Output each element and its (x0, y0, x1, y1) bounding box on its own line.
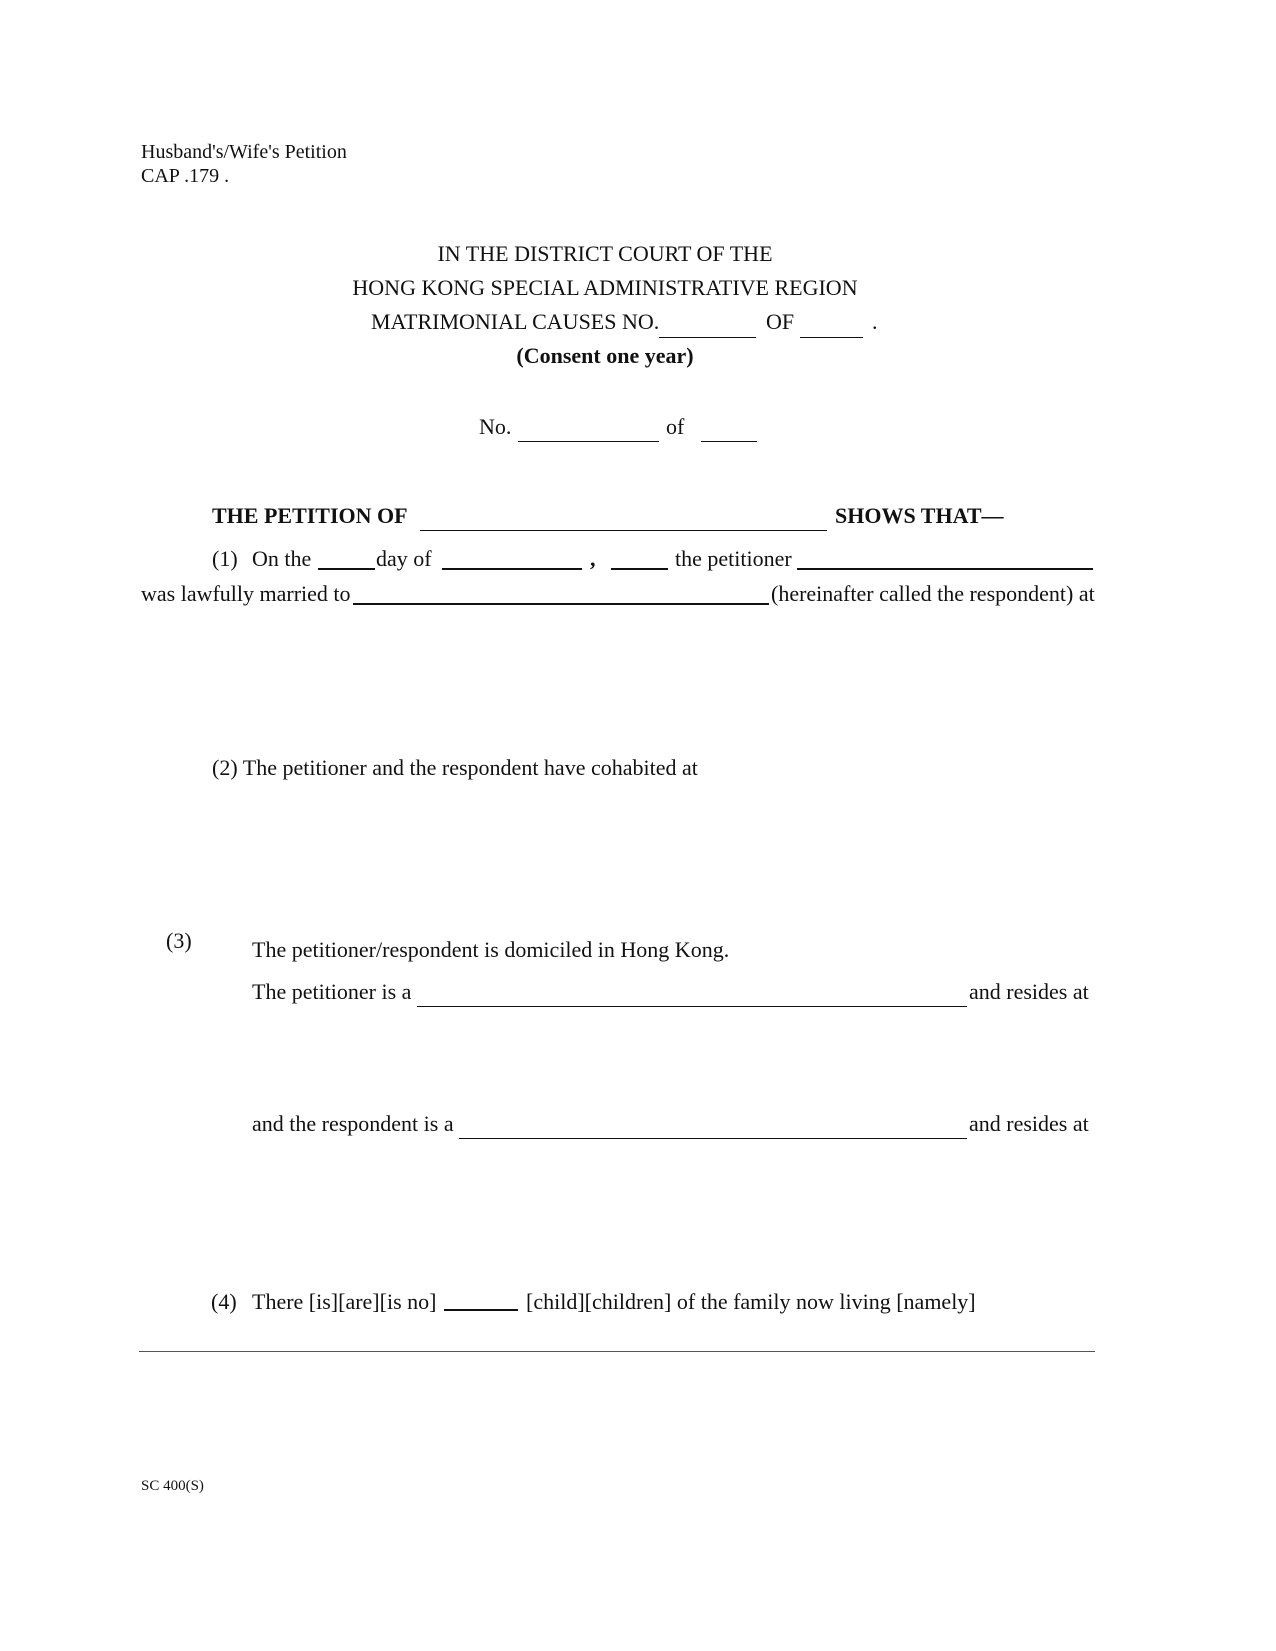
causes-of-label: OF (766, 309, 795, 334)
court-line-2: HONG KONG SPECIAL ADMINISTRATIVE REGION (352, 275, 858, 300)
para3-domicile: The petitioner/respondent is domiciled in Hong Kong. (252, 937, 730, 962)
cap-number: CAP .179 . (141, 165, 230, 187)
para4-there: There [is][are][is no] (252, 1289, 437, 1314)
children-count-blank[interactable] (444, 1309, 518, 1311)
petition-of-label: THE PETITION OF (212, 503, 408, 528)
causes-period: . (872, 309, 878, 334)
para1-married-to: was lawfully married to (141, 581, 351, 606)
para3-resides-2: and resides at (969, 1111, 1089, 1136)
para3-number: (3) (166, 928, 192, 953)
petitioner-occupation-blank[interactable] (417, 1006, 967, 1007)
para1-hereinafter: (hereinafter called the respondent) at (771, 581, 1095, 606)
respondent-occupation-blank[interactable] (459, 1138, 967, 1139)
bottom-rule (139, 1351, 1095, 1352)
marriage-year-blank[interactable] (611, 568, 668, 570)
causes-year-blank[interactable] (800, 337, 863, 338)
para1-the-petitioner: the petitioner (675, 546, 792, 571)
para1-on-the: On the (252, 546, 312, 571)
para4-number: (4) (211, 1289, 237, 1314)
no-label: No. (479, 414, 512, 439)
form-code: SC 400(S) (141, 1478, 204, 1494)
consent-heading: (Consent one year) (516, 343, 694, 368)
para1-number: (1) (212, 546, 238, 571)
marriage-month-blank[interactable] (442, 568, 582, 570)
no-year-blank[interactable] (701, 441, 757, 442)
matrimonial-causes-label: MATRIMONIAL CAUSES NO. (371, 309, 660, 334)
causes-number-blank[interactable] (659, 337, 756, 338)
para3-respondent-is: and the respondent is a (252, 1111, 454, 1136)
para2-cohabited: (2) The petitioner and the respondent have cohabited at (212, 755, 698, 780)
petitioner-name-blank[interactable] (420, 530, 827, 531)
respondent-name-blank[interactable] (353, 603, 769, 605)
para1-day-of: day of (376, 546, 432, 571)
marriage-day-blank[interactable] (318, 568, 375, 570)
para3-petitioner-is: The petitioner is a (252, 979, 412, 1004)
form-title: Husband's/Wife's Petition (141, 141, 347, 163)
para3-resides-1: and resides at (969, 979, 1089, 1004)
no-of-label: of (666, 414, 685, 439)
shows-that-label: SHOWS THAT— (835, 503, 1004, 528)
court-line-1: IN THE DISTRICT COURT OF THE (437, 241, 773, 266)
no-blank[interactable] (518, 441, 659, 442)
para1-petitioner-blank[interactable] (797, 568, 1093, 570)
para1-comma: , (590, 546, 596, 571)
para4-children: [child][children] of the family now living [namely] (526, 1289, 976, 1314)
